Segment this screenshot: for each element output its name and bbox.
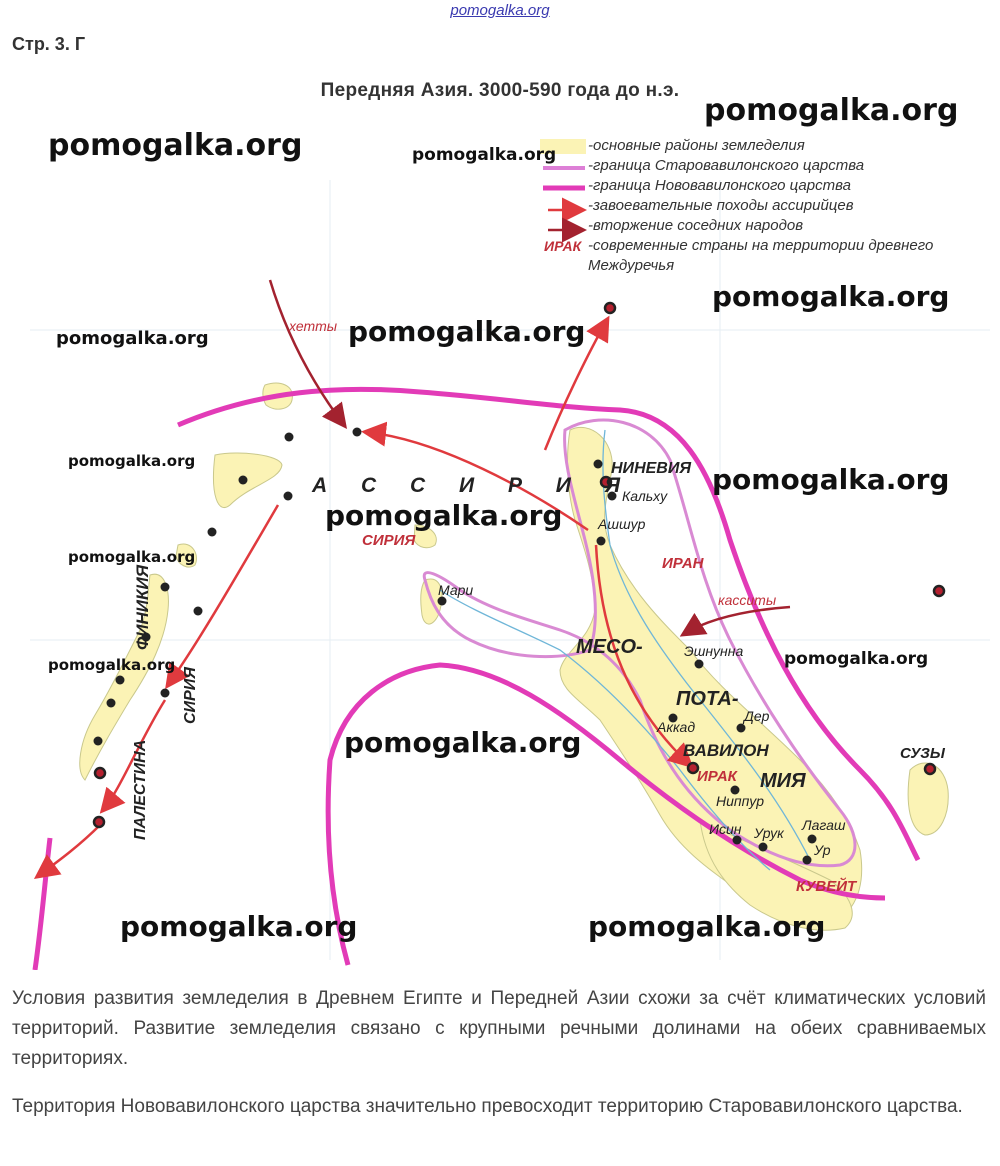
- city-kalhu: Кальху: [622, 488, 668, 504]
- country-iraq: ИРАК: [697, 768, 737, 785]
- city-susa: СУЗЫ: [900, 745, 945, 762]
- city-mari: Мари: [438, 582, 474, 598]
- watermark: pomogalka.org: [712, 463, 950, 496]
- people-hittites: хетты: [289, 318, 338, 334]
- watermark: pomogalka.org: [48, 128, 303, 163]
- cultivation-phoenicia: [80, 574, 169, 780]
- city-eshnunna: Эшнунна: [684, 643, 744, 659]
- country-kuwait: КУВЕЙТ: [796, 878, 857, 895]
- watermark: pomogalka.org: [712, 280, 950, 313]
- legend-label: -завоевательные походы ассирийцев: [588, 197, 854, 214]
- answer-paragraph-2: Территория Нововавилонского царства значительно превосходит территорию Старовавилонского царства.: [12, 1096, 963, 1117]
- legend-item-invasion: [540, 216, 970, 236]
- legend-label: -основные районы земледелия: [588, 137, 805, 154]
- city-lagash: Лагаш: [802, 817, 846, 833]
- watermark: pomogalka.org: [325, 499, 563, 532]
- watermark: pomogalka.org: [68, 452, 196, 470]
- city-nineveh: НИНЕВИЯ: [611, 460, 692, 477]
- region-phoenicia: ФИНИКИЯ: [133, 564, 152, 650]
- city-ur: Ур: [814, 842, 831, 858]
- legend-label: -вторжение соседних народов: [588, 217, 804, 234]
- new-babylon-border-west: [35, 838, 50, 970]
- city-babylon: ВАВИЛОН: [683, 741, 769, 760]
- answer-paragraph-1: Условия развития земледелия в Древнем Египте и Передней Азии схожи за счёт климатических условий территорий. Развитие земледелия связано с крупными речными долинами на обеих сравниваемых территориях.: [12, 988, 986, 1069]
- legend-item-old-border: [540, 156, 970, 176]
- region-pota: ПОТА-: [676, 688, 739, 710]
- watermark: pomogalka.org: [348, 315, 586, 348]
- watermark: pomogalka.org: [344, 726, 582, 759]
- page-label: Стр. 3. Г: [12, 34, 86, 54]
- watermark: pomogalka.org: [120, 910, 358, 943]
- region-miya: МИЯ: [760, 770, 806, 792]
- watermark: pomogalka.org: [588, 910, 826, 943]
- city-uruk: Урук: [754, 825, 784, 841]
- city-ashur: Ашшур: [598, 516, 646, 532]
- city-akkad: Аккад: [657, 719, 696, 735]
- legend-item-modern-countries: [540, 236, 970, 276]
- region-assyria: А С С И Р И Я: [312, 474, 635, 497]
- country-syria: СИРИЯ: [362, 532, 416, 549]
- legend-item-assyrian-campaign: [540, 196, 970, 216]
- map-title: Передняя Азия. 3000-590 года до н.э.: [320, 80, 680, 101]
- watermark: pomogalka.org: [704, 93, 959, 128]
- watermark: pomogalka.org: [56, 328, 209, 349]
- city-nippur: Ниппур: [716, 793, 765, 809]
- region-meso: МЕСО-: [576, 636, 643, 658]
- legend-label: -современные страны на территории древнего Междуречья: [588, 237, 934, 274]
- region-syria: СИРИЯ: [182, 667, 199, 724]
- watermark: pomogalka.org: [412, 145, 557, 165]
- region-palestine: ПАЛЕСТИНА: [132, 739, 149, 840]
- city-isin: Исин: [709, 821, 742, 837]
- country-iran: ИРАН: [662, 555, 704, 572]
- watermark: pomogalka.org: [68, 548, 196, 566]
- legend-item-cultivation: [540, 136, 970, 156]
- legend-label: -граница Нововавилонского царства: [588, 177, 851, 194]
- people-kassites: касситы: [718, 592, 777, 608]
- cultivation-syria-1: [213, 453, 282, 508]
- legend-item-new-border: [540, 176, 970, 196]
- map-legend: [540, 136, 970, 276]
- site-top-link[interactable]: pomogalka.org: [450, 2, 550, 19]
- city-der: Дер: [744, 708, 770, 724]
- legend-modern-sample: ИРАК: [544, 238, 582, 254]
- legend-label: -граница Старовавилонского царства: [588, 157, 865, 174]
- watermark: pomogalka.org: [784, 649, 929, 669]
- watermark: pomogalka.org: [48, 656, 176, 674]
